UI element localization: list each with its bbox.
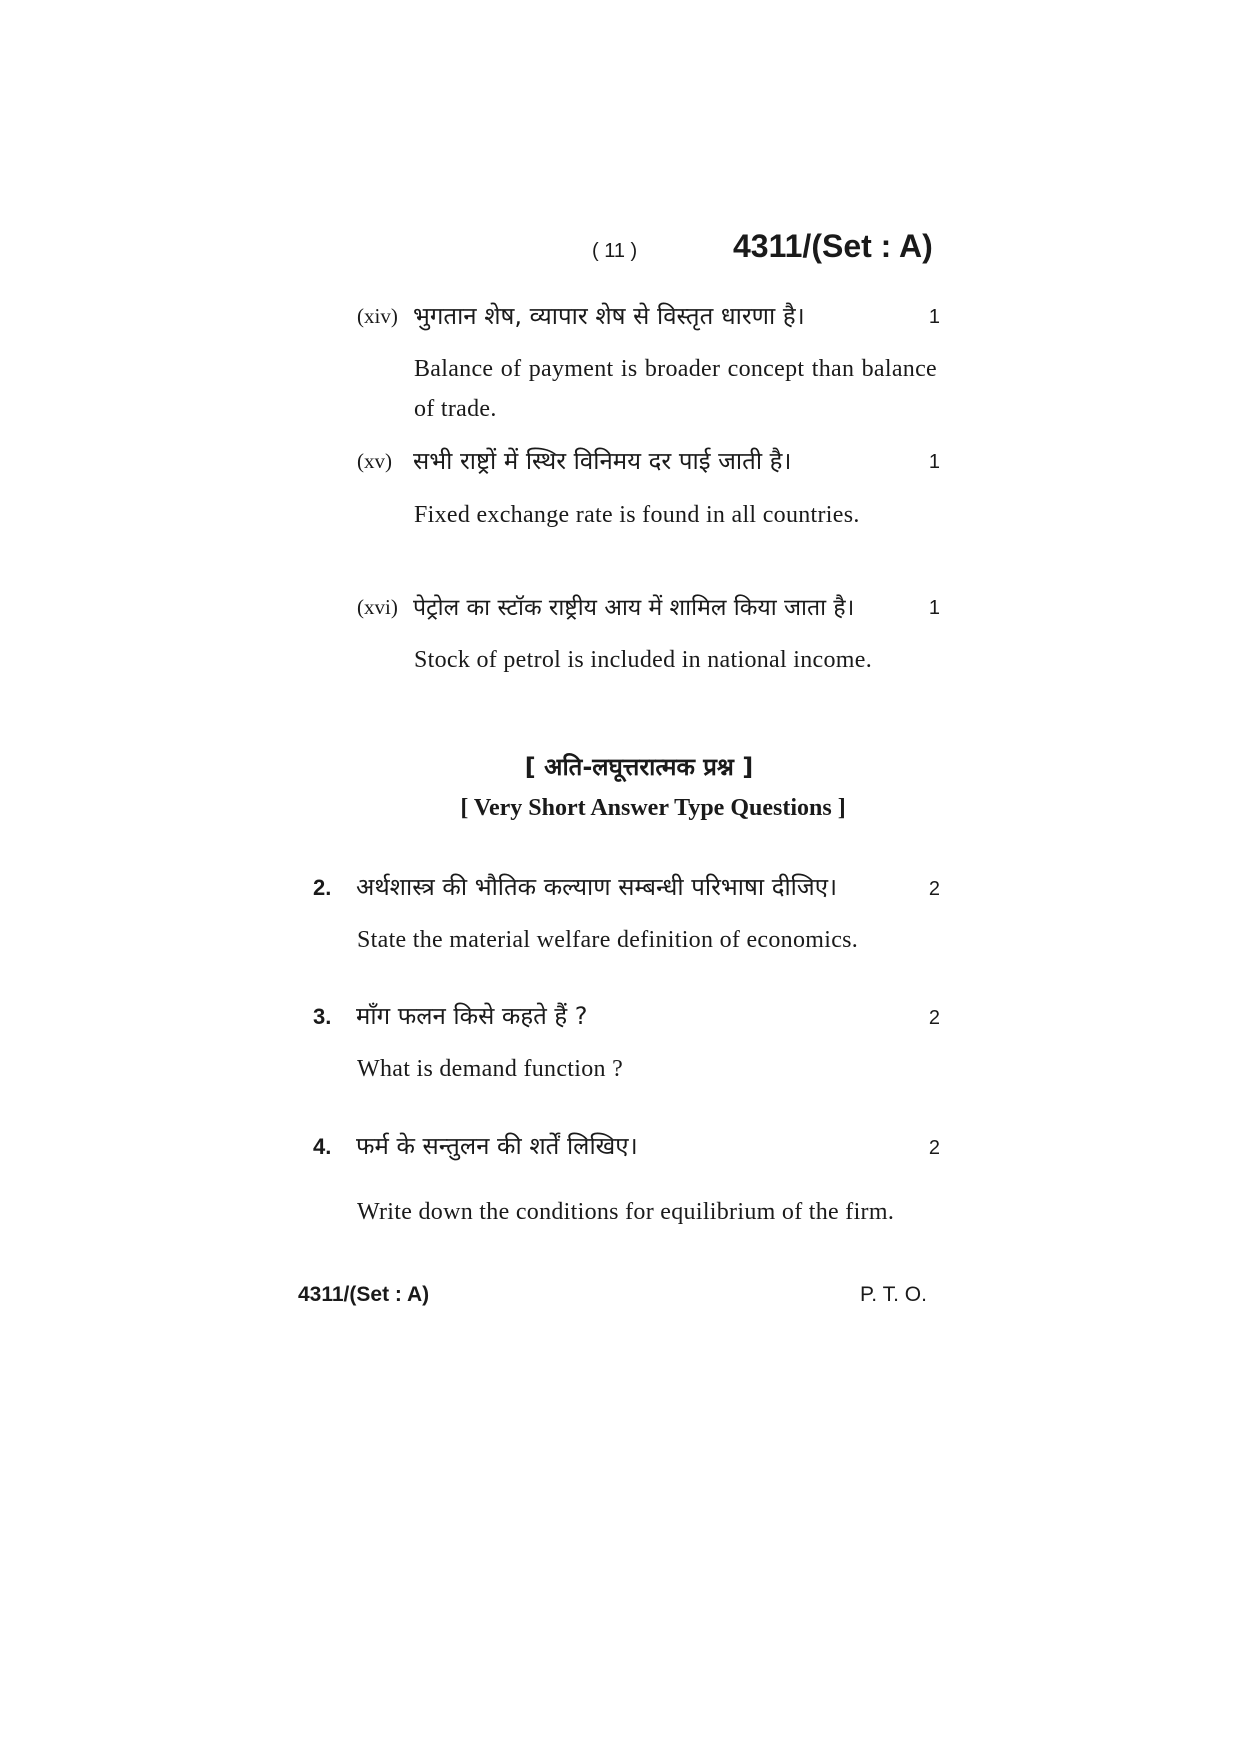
item-hindi-xvi: पेट्रोल का स्टॉक राष्ट्रीय आय में शामिल किया जाता है। (413, 595, 855, 621)
item-marks-xv: 1 (928, 451, 940, 473)
item-english-xvi: Stock of petrol is included in national income. (414, 647, 873, 673)
item-hindi-xiv: भुगतान शेष, व्यापार शेष से विस्तृत धारणा है। (413, 302, 805, 330)
item-marks-xvi: 1 (928, 597, 940, 619)
item-label-xvi: (xvi) (357, 595, 398, 619)
item-english-xv: Fixed exchange rate is found in all countries. (414, 502, 860, 528)
question-english-4: Write down the conditions for equilibrium of the firm. (357, 1199, 895, 1225)
question-english-2: State the material welfare definition of economics. (357, 927, 859, 953)
item-label-xiv: (xiv) (357, 304, 398, 328)
question-number-4: 4. (313, 1134, 332, 1159)
question-marks-3: 2 (928, 1007, 940, 1029)
question-hindi-3: माँग फलन किसे कहते हैं ? (356, 1002, 588, 1030)
section-heading-english: [ Very Short Answer Type Questions ] (460, 795, 846, 821)
item-hindi-xv: सभी राष्ट्रों में स्थिर विनिमय दर पाई जाती है। (413, 447, 792, 475)
question-marks-4: 2 (928, 1137, 940, 1159)
footer-code: 4311/(Set : A) (298, 1283, 430, 1306)
item-marks-xiv: 1 (928, 306, 940, 328)
question-marks-2: 2 (928, 878, 940, 900)
question-english-3: What is demand function ? (357, 1056, 624, 1082)
question-hindi-4: फर्म के सन्तुलन की शर्तें लिखिए। (356, 1132, 638, 1160)
page-number: ( 11 ) (592, 240, 638, 262)
question-hindi-2: अर्थशास्त्र की भौतिक कल्याण सम्बन्धी परिभाषा दीजिए। (356, 873, 838, 901)
question-number-2: 2. (313, 875, 332, 900)
item-label-xv: (xv) (357, 449, 392, 473)
section-heading-hindi: [ अति-लघूत्तरात्मक प्रश्न ] (524, 753, 754, 781)
paper-code: 4311/(Set : A) (733, 228, 933, 264)
item-english-xiv: Balance of payment is broader concept than balance of trade. (414, 356, 937, 422)
question-number-3: 3. (313, 1004, 332, 1029)
footer-pto: P. T. O. (860, 1283, 927, 1306)
